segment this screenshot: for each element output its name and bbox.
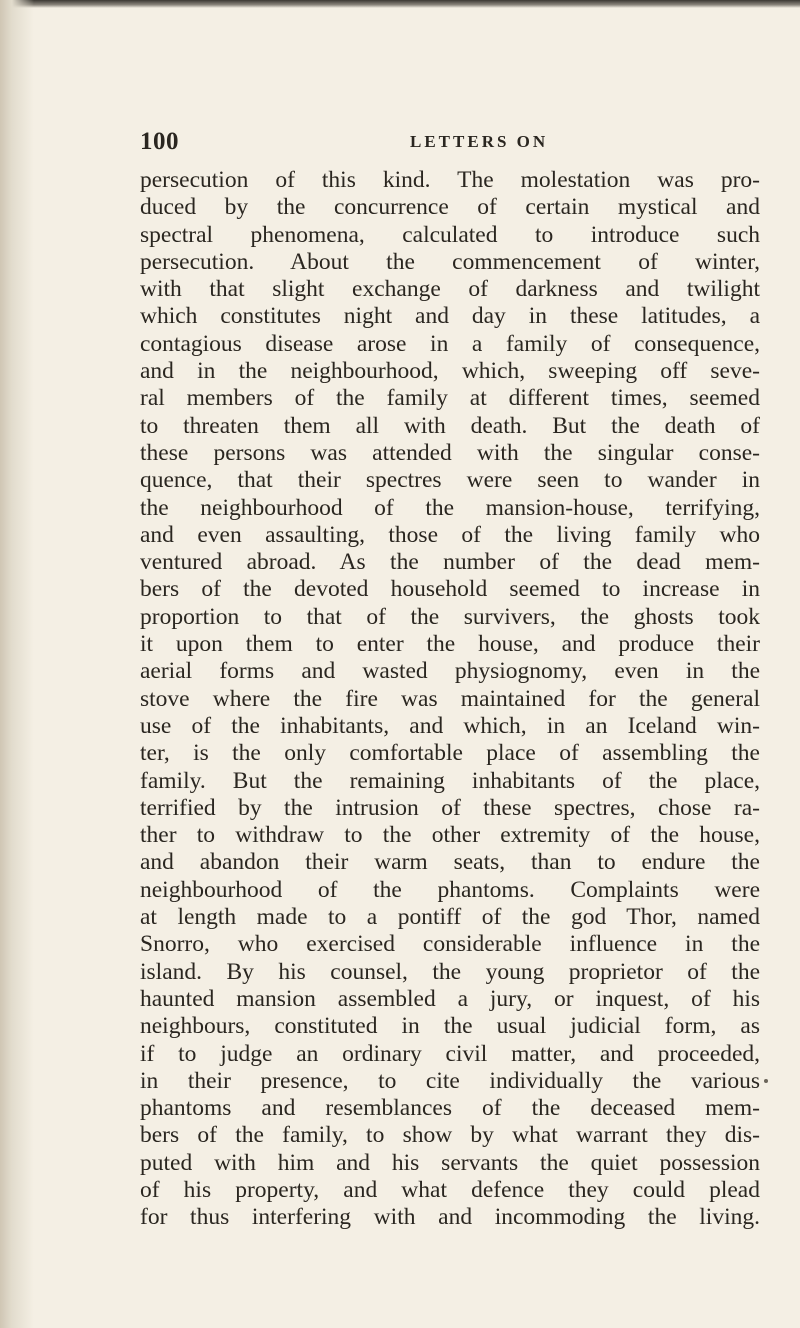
text-line: ther to withdraw to the other extremity of the house,	[140, 822, 760, 849]
text-line: ter, is the only comfortable place of assembling the	[140, 740, 760, 767]
page-number: 100	[140, 128, 179, 155]
text-line: family. But the remaining inhabitants of the place,	[140, 767, 760, 794]
text-line: puted with him and his servants the quiet possession	[140, 1149, 760, 1176]
text-line: neighbourhood of the phantoms. Complaints were	[140, 876, 760, 903]
text-line: neighbours, constituted in the usual judicial form, as	[140, 1013, 760, 1040]
text-line: aerial forms and wasted physiognomy, even in the	[140, 658, 760, 685]
text-line: haunted mansion assembled a jury, or inquest, of his	[140, 985, 760, 1012]
text-line: use of the inhabitants, and which, in an Iceland win-	[140, 712, 760, 739]
body-text	[140, 167, 760, 1232]
text-line: stove where the fire was maintained for the general	[140, 685, 760, 712]
text-line: phantoms and resemblances of the deceased mem-	[140, 1095, 760, 1122]
text-line: proportion to that of the survivers, the ghosts took	[140, 603, 760, 630]
text-line: if to judge an ordinary civil matter, and proceeded,	[140, 1040, 760, 1067]
margin-mark	[764, 1079, 768, 1083]
text-line: bers of the devoted household seemed to increase in	[140, 576, 760, 603]
text-line: ral members of the family at different times, seemed	[140, 385, 760, 412]
text-line: quence, that their spectres were seen to wander in	[140, 467, 760, 494]
text-line: to threaten them all with death. But the death of	[140, 412, 760, 439]
text-line: terrified by the intrusion of these spectres, chose ra-	[140, 794, 760, 821]
page-header	[140, 128, 760, 158]
text-line: and in the neighbourhood, which, sweeping off seve-	[140, 358, 760, 385]
text-line: these persons was attended with the singular conse-	[140, 439, 760, 466]
text-line: persecution of this kind. The molestation was pro-	[140, 167, 760, 193]
text-line: spectral phenomena, calculated to introduce such	[140, 221, 760, 248]
text-line: island. By his counsel, the young proprietor of the	[140, 958, 760, 985]
text-line: bers of the family, to show by what warrant they dis-	[140, 1122, 760, 1149]
running-head: LETTERS ON	[410, 132, 549, 151]
text-line: for thus interfering with and incommoding the living.	[140, 1204, 760, 1231]
text-line: and even assaulting, those of the living family who	[140, 521, 760, 548]
text-line: Snorro, who exercised considerable influence in the	[140, 931, 760, 958]
text-line: contagious disease arose in a family of consequence,	[140, 330, 760, 357]
text-line: with that slight exchange of darkness and twilight	[140, 276, 760, 303]
text-line: at length made to a pontiff of the god Thor, named	[140, 904, 760, 931]
text-line: of his property, and what defence they could plead	[140, 1176, 760, 1203]
text-line: duced by the concurrence of certain mystical and	[140, 194, 760, 221]
text-line: it upon them to enter the house, and produce their	[140, 631, 760, 658]
text-line: in their presence, to cite individually the various	[140, 1067, 760, 1094]
text-line: the neighbourhood of the mansion-house, terrifying,	[140, 494, 760, 521]
text-line: which constitutes night and day in these latitudes, a	[140, 303, 760, 330]
text-line: and abandon their warm seats, than to endure the	[140, 849, 760, 876]
text-line: persecution. About the commencement of winter,	[140, 248, 760, 275]
text-line: ventured abroad. As the number of the dead mem-	[140, 549, 760, 576]
